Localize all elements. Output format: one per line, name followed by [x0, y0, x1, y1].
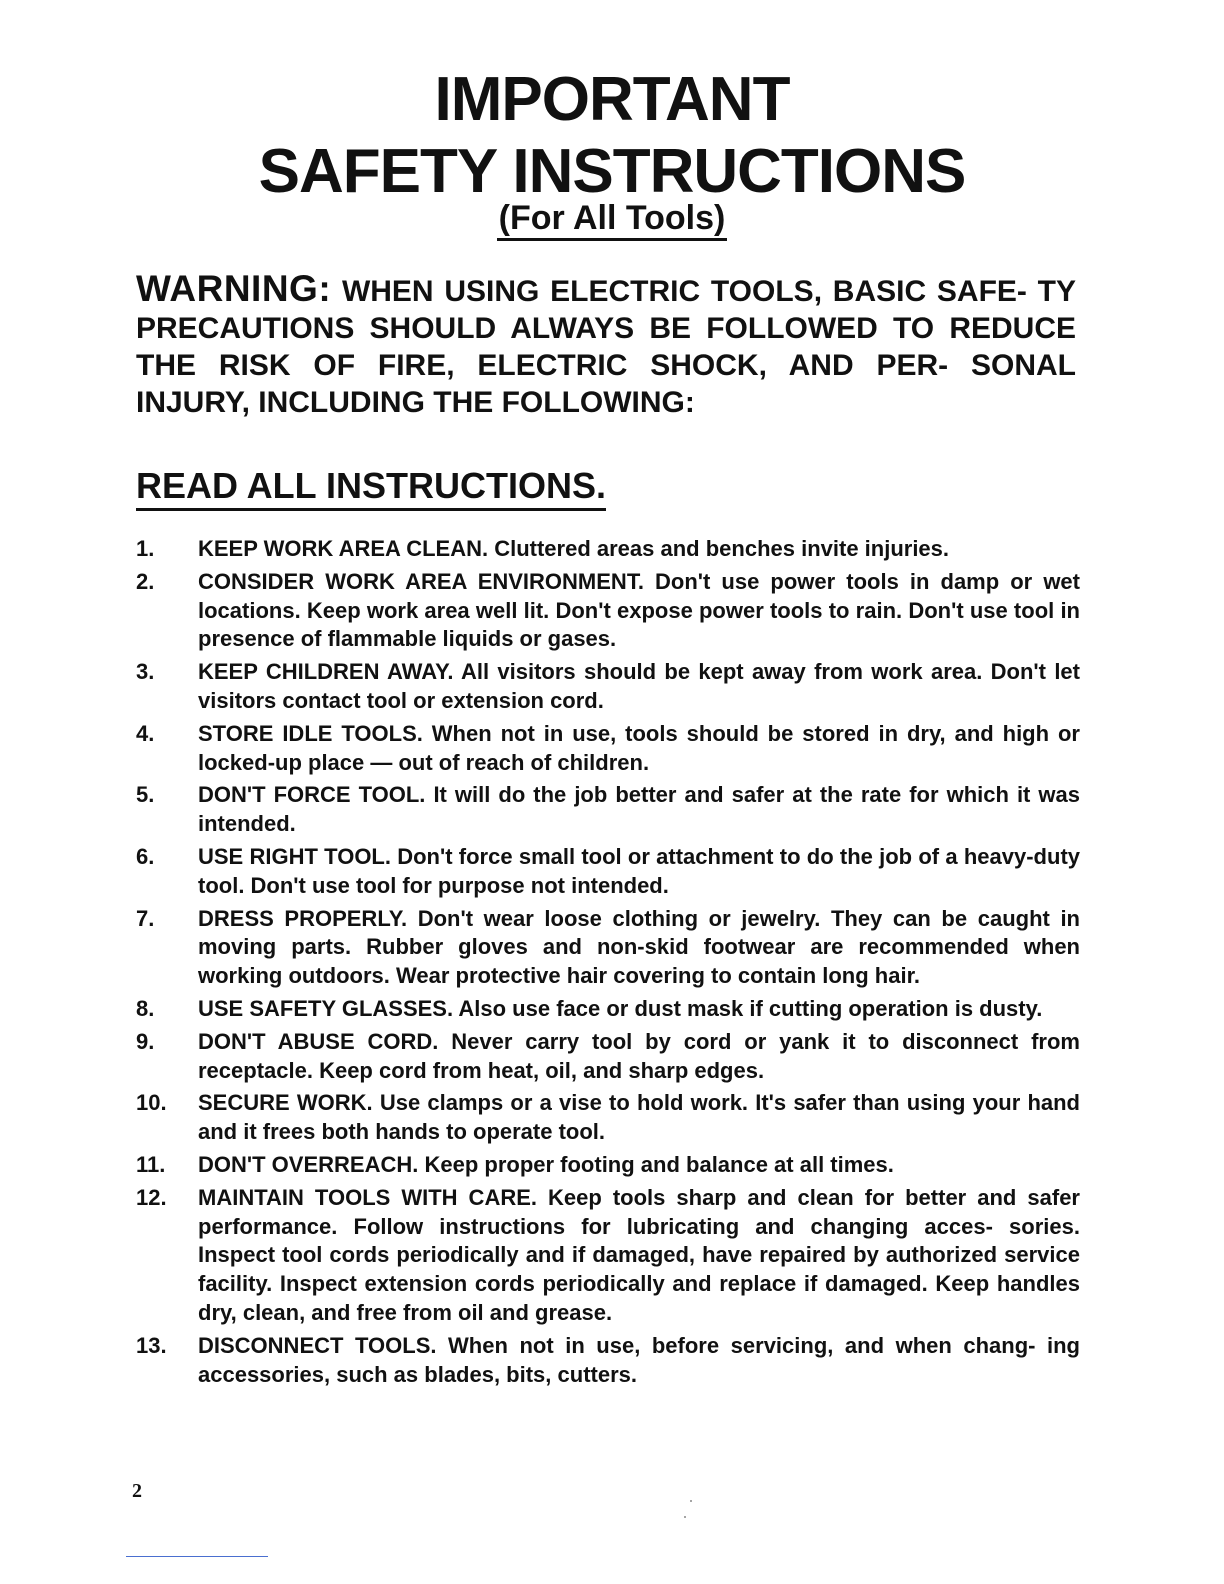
page-subtitle	[0, 198, 1224, 238]
page-title-line2: SAFETY INSTRUCTIONS	[258, 137, 966, 206]
list-item	[136, 1332, 1080, 1390]
item-text: DON'T OVERREACH. Keep proper footing and balance at all times.	[198, 1151, 894, 1177]
list-item	[136, 720, 1080, 778]
list-item	[136, 843, 1080, 901]
item-text: MAINTAIN TOOLS WITH CARE. Keep tools sharp and clean for better and safer performance. Follow instructions for lubricating and changing acces- sories. Inspect tool cords periodically and if damaged, have repaired by authorized service facility. Inspect extension cords periodically and replace if damaged. Keep handles dry, clean, and free from oil and grease.	[198, 1184, 1080, 1325]
scan-speck	[684, 1516, 686, 1518]
page-title-line1: IMPORTANT	[434, 65, 790, 134]
item-text: CONSIDER WORK AREA ENVIRONMENT. Don't use power tools in damp or wet locations. Keep work area well lit. Don't expose power tools to rain. Don't use tool in presence of flammable liquids or gases.	[198, 568, 1080, 652]
list-item	[136, 1089, 1080, 1147]
instructions-list	[136, 535, 1080, 1393]
read-all-heading	[136, 465, 606, 507]
item-text: KEEP CHILDREN AWAY. All visitors should be kept away from work area. Don't let visitors contact tool or extension cord.	[198, 659, 1080, 713]
page-number: 2	[132, 1480, 142, 1502]
item-number: 11.	[136, 1151, 166, 1177]
item-number: 6.	[136, 843, 155, 869]
subtitle-text: (For All Tools)	[497, 199, 728, 241]
item-number: 4.	[136, 720, 155, 746]
scan-speck	[690, 1500, 692, 1502]
item-number: 5.	[136, 782, 155, 808]
warning-text: WHEN USING ELECTRIC TOOLS, BASIC SAFE- TY PRECAUTIONS SHOULD ALWAYS BE FOLLOWED TO REDUCE THE RISK OF FIRE, ELECTRIC SHOCK, AND PER- SONAL INJURY, INCLUDING THE FOLLOWING:	[136, 275, 1076, 419]
item-text: DISCONNECT TOOLS. When not in use, before servicing, and when chang- ing accessories, such as blades, bits, cutters.	[198, 1332, 1080, 1387]
item-number: 3.	[136, 659, 155, 685]
item-number: 10.	[136, 1090, 167, 1116]
list-item	[136, 568, 1080, 654]
list-item	[136, 995, 1080, 1024]
warning-label: WARNING:	[136, 268, 332, 309]
list-item	[136, 535, 1080, 564]
list-item	[136, 1151, 1080, 1180]
item-text: SECURE WORK. Use clamps or a vise to hold work. It's safer than using your hand and it frees both hands to operate tool.	[198, 1090, 1080, 1145]
list-item	[136, 1184, 1080, 1328]
item-number: 2.	[136, 568, 155, 594]
item-text: STORE IDLE TOOLS. When not in use, tools should be stored in dry, and high or locked-up place — out of reach of children.	[198, 720, 1080, 775]
item-number: 8.	[136, 995, 155, 1021]
list-item	[136, 781, 1080, 839]
item-text: DRESS PROPERLY. Don't wear loose clothing or jewelry. They can be caught in moving parts. Rubber gloves and non-skid footwear are recommended when working outdoors. Wear protective hair covering to contain long hair.	[198, 905, 1080, 989]
list-item	[136, 905, 1080, 991]
item-number: 13.	[136, 1332, 167, 1358]
item-text: KEEP WORK AREA CLEAN. Cluttered areas and benches invite injuries.	[198, 536, 950, 561]
item-number: 7.	[136, 905, 155, 931]
item-text: USE RIGHT TOOL. Don't force small tool or attachment to do the job of a heavy-duty tool. Don't use tool for purpose not intended.	[198, 843, 1080, 898]
warning-block	[136, 270, 1076, 421]
item-number: 1.	[136, 536, 155, 561]
list-item	[136, 658, 1080, 716]
footer-rule	[126, 1556, 268, 1557]
item-text: DON'T ABUSE CORD. Never carry tool by cord or yank it to disconnect from receptacle. Keep cord from heat, oil, and sharp edges.	[198, 1028, 1080, 1083]
item-number: 12.	[136, 1184, 167, 1210]
item-number: 9.	[136, 1028, 155, 1054]
read-all-text: READ ALL INSTRUCTIONS.	[136, 465, 606, 511]
item-text: USE SAFETY GLASSES. Also use face or dust mask if cutting operation is dusty.	[198, 995, 1043, 1021]
list-item	[136, 1028, 1080, 1086]
item-text: DON'T FORCE TOOL. It will do the job better and safer at the rate for which it was intended.	[198, 782, 1080, 837]
